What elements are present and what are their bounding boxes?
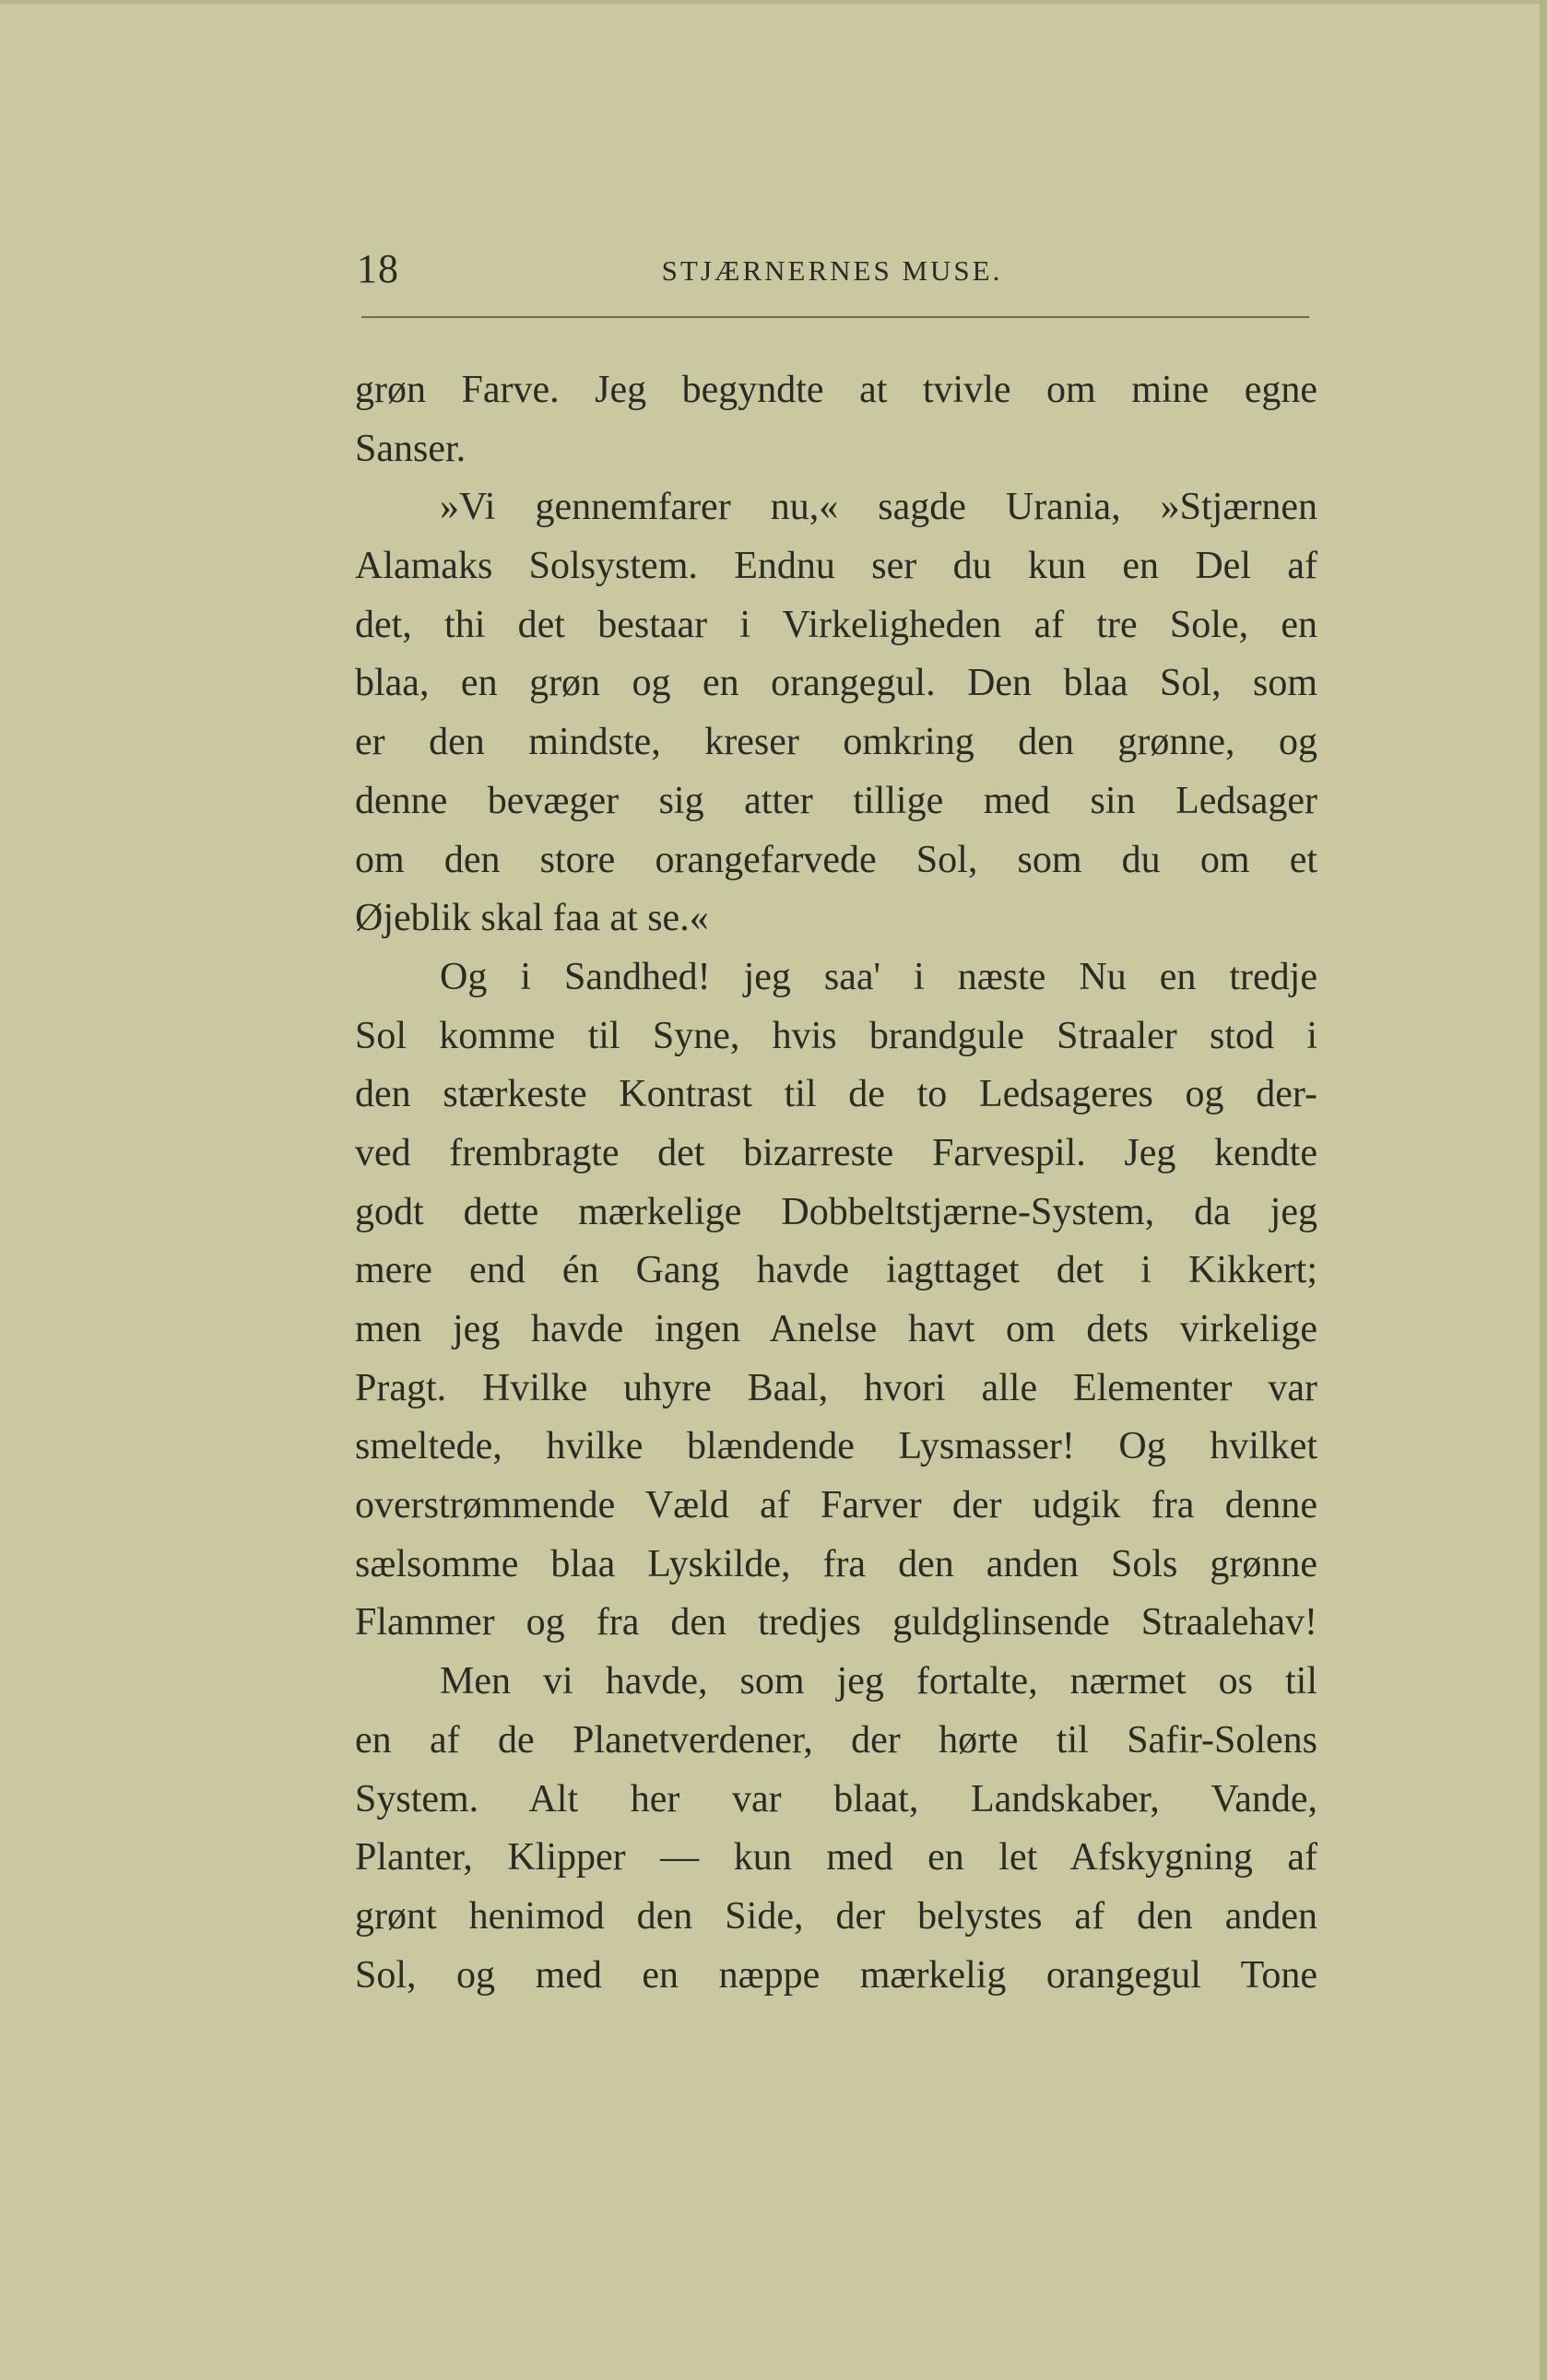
text-line: blaa, en grøn og en orangegul. Den blaa Sol, som [355, 662, 1317, 705]
page-right-edge [1540, 0, 1547, 2380]
text-line: men jeg havde ingen Anelse havt om dets virkelige [355, 1308, 1317, 1350]
text-line: godt dette mærkelige Dobbeltstjærne-System, da jeg [355, 1190, 1317, 1233]
text-line: Sol, og med en næppe mærkelig orangegul Tone [355, 1953, 1317, 1997]
text-line: mere end én Gang havde iagttaget det i Kikkert; [355, 1249, 1317, 1292]
text-line: Sanser. [355, 427, 466, 470]
text-line: den stærkeste Kontrast til de to Ledsageres og der- [355, 1073, 1317, 1116]
text-line: »Vi gennemfarer nu,« sagde Urania, »Stjærnen [440, 486, 1317, 529]
text-line: om den store orangefarvede Sol, som du om et [355, 838, 1317, 881]
text-line: denne bevæger sig atter tillige med sin Ledsager [355, 779, 1317, 822]
text-line: Alamaks Solsystem. Endnu ser du kun en Del af [355, 545, 1317, 588]
text-line: grønt henimod den Side, der belystes af den anden [355, 1894, 1317, 1938]
text-line: Sol komme til Syne, hvis brandgule Straaler stod i [355, 1014, 1317, 1057]
text-line: grøn Farve. Jeg begyndte at tvivle om mine egne [355, 369, 1317, 411]
text-line: det, thi det bestaar i Virkeligheden af tre Sole, en [355, 603, 1317, 646]
text-line: Planter, Klipper — kun med en let Afskygning af [355, 1836, 1317, 1879]
header-rule [361, 316, 1309, 318]
page-header [355, 245, 1309, 300]
text-line: Flammer og fra den tredjes guldglinsende Straalehav! [355, 1601, 1317, 1644]
text-line: Og i Sandhed! jeg saa' i næste Nu en tredje [440, 955, 1317, 998]
page-top-edge [0, 0, 1547, 4]
text-line: Pragt. Hvilke uhyre Baal, hvori alle Elementer var [355, 1366, 1317, 1409]
text-line: overstrømmende Væld af Farver der udgik fra denne [355, 1484, 1317, 1527]
text-line: en af de Planetverdener, der hørte til Safir-Solens [355, 1718, 1317, 1761]
page-number: 18 [357, 246, 399, 291]
running-title: STJÆRNERNES MUSE. [661, 254, 1003, 287]
text-line: System. Alt her var blaat, Landskaber, Vande, [355, 1777, 1317, 1820]
body-text [355, 361, 1317, 2005]
text-line: Men vi havde, som jeg fortalte, nærmet os til [440, 1660, 1317, 1703]
text-line: Øjeblik skal faa at se.« [355, 897, 709, 940]
text-line: smeltede, hvilke blændende Lysmasser! Og hvilket [355, 1425, 1317, 1468]
text-line: ved frembragte det bizarreste Farvespil. Jeg kendte [355, 1131, 1317, 1174]
text-line: er den mindste, kreser omkring den grønne, og [355, 721, 1317, 764]
text-line: sælsomme blaa Lyskilde, fra den anden Sols grønne [355, 1542, 1317, 1585]
